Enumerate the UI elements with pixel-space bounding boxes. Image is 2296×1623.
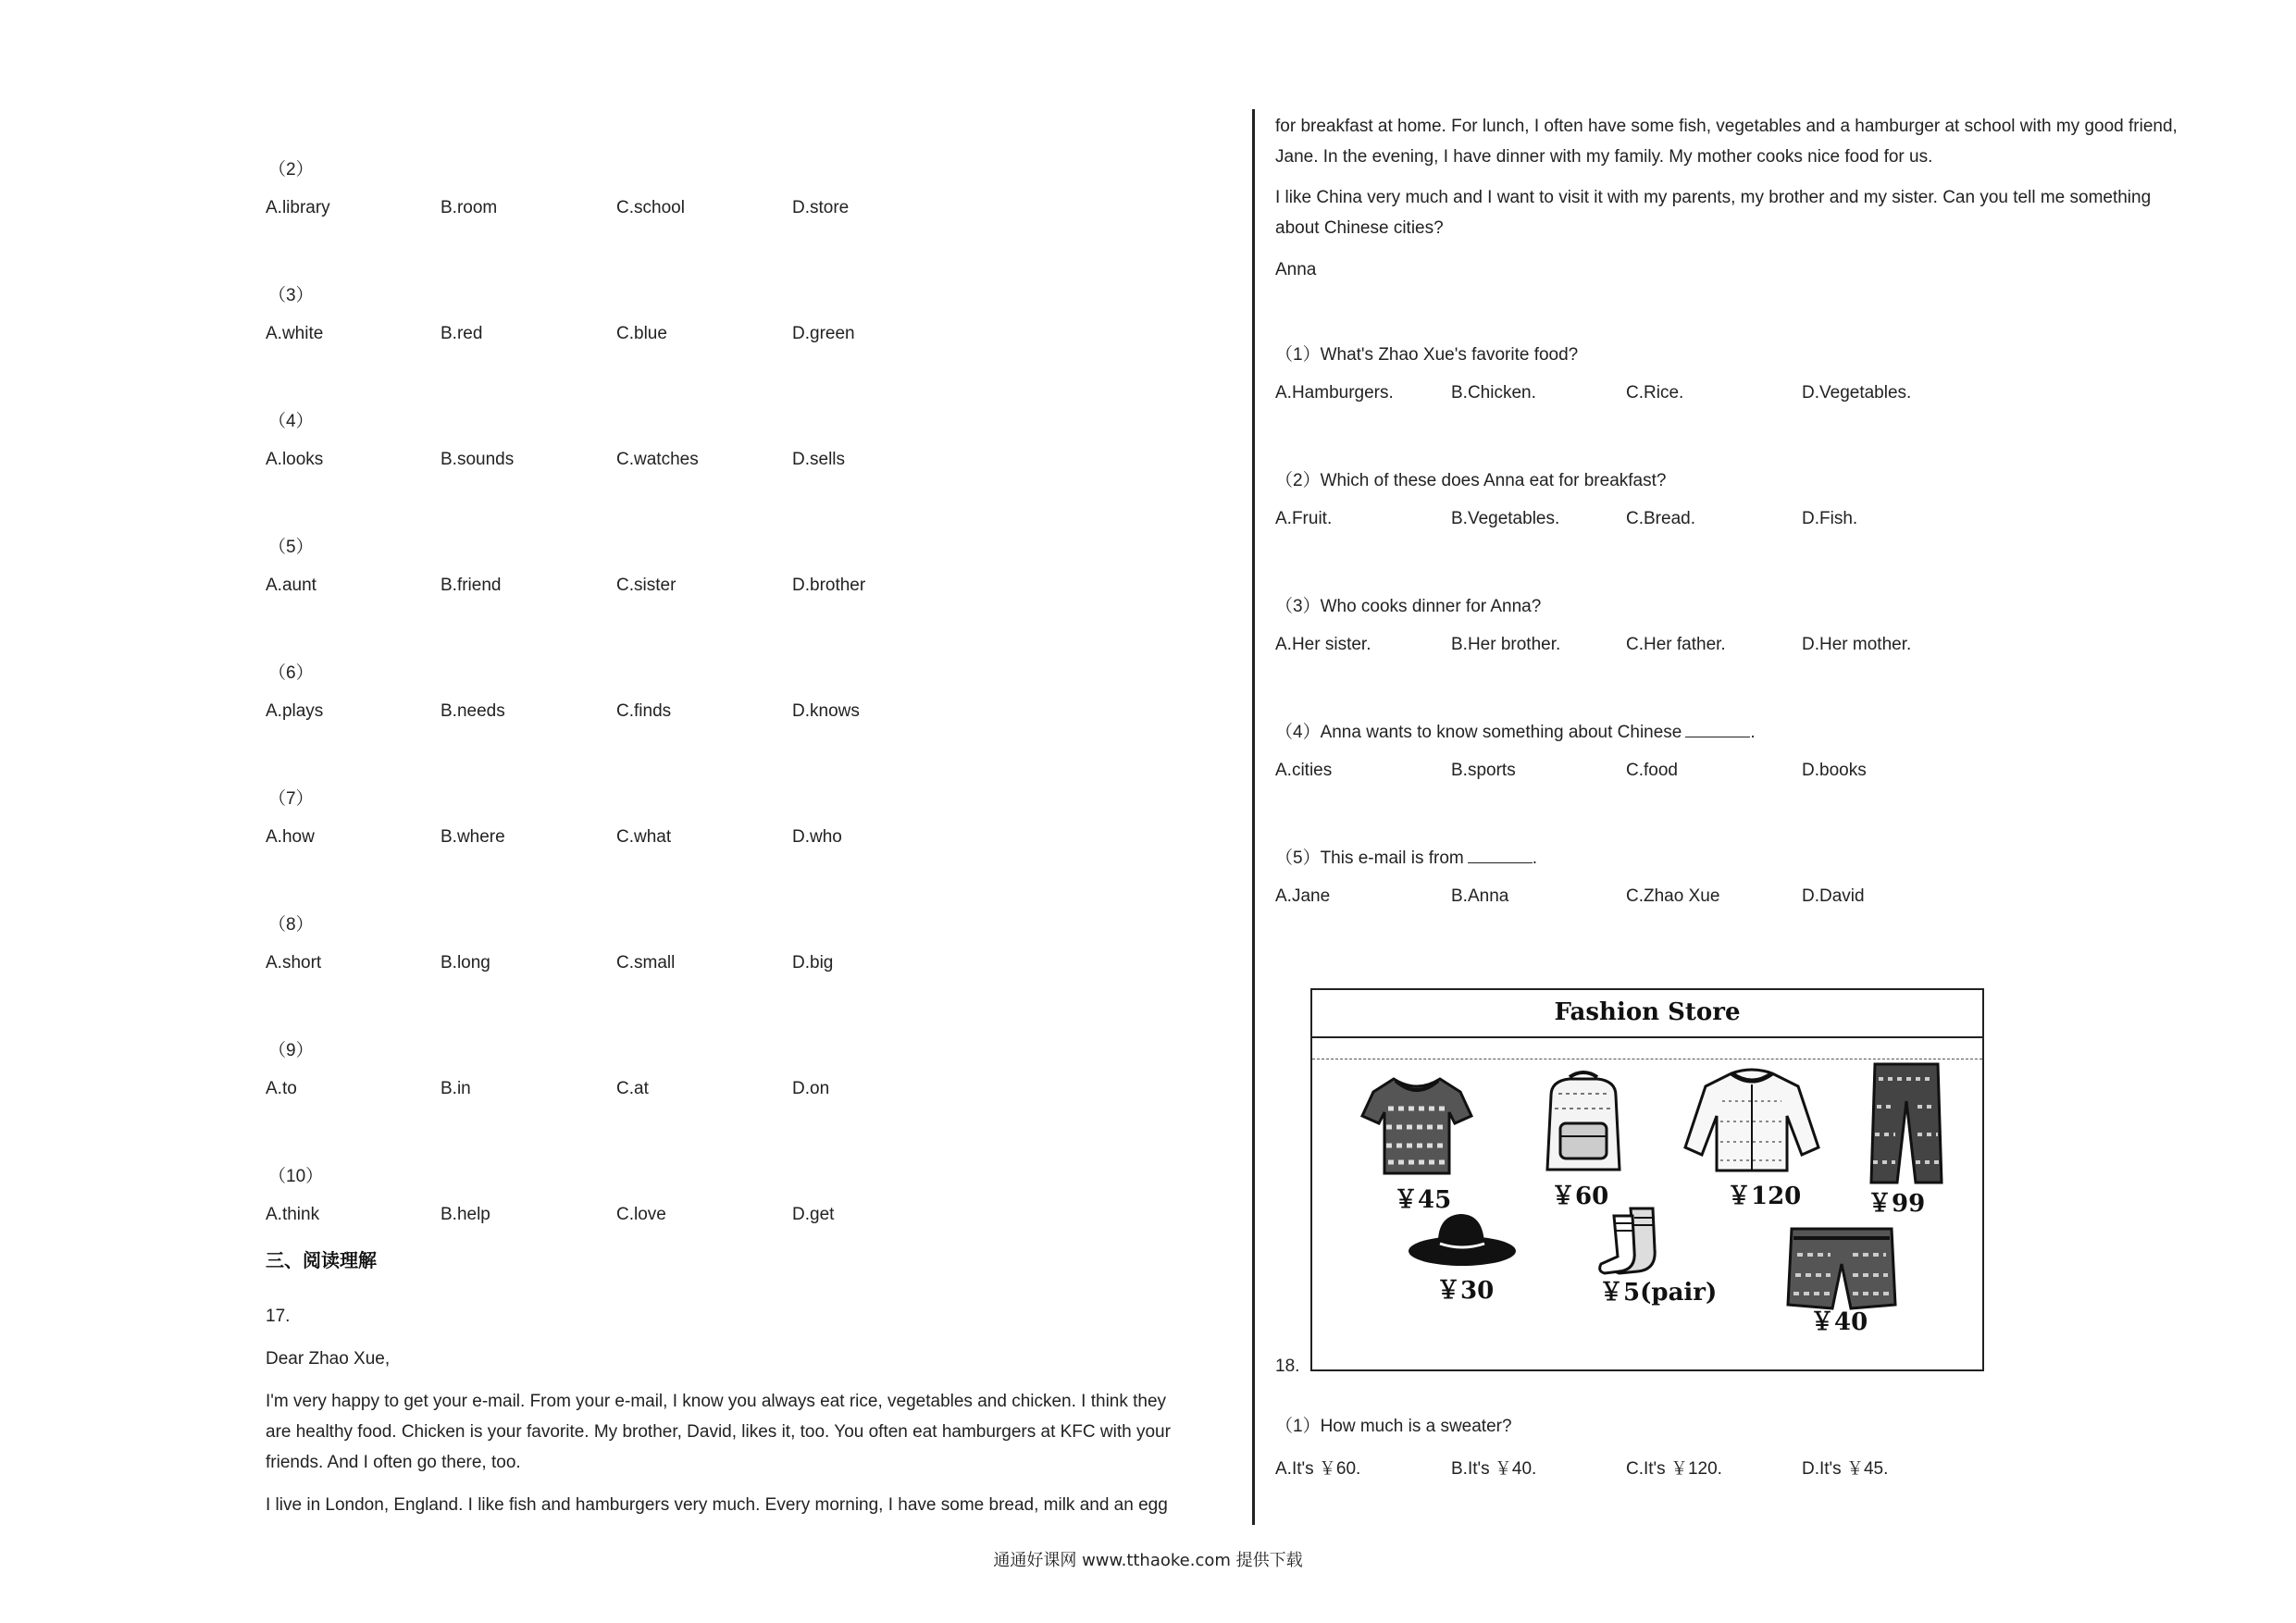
option-a: A.looks: [266, 450, 324, 469]
option-b: B.long: [441, 953, 490, 973]
option-d: D.store: [792, 198, 850, 217]
question-number: （7）: [268, 789, 314, 809]
option-d: D.brother: [792, 576, 866, 595]
passage-line: for breakfast at home. For lunch, I often have some fish, vegetables and a hamburger at school with my good friend,: [1275, 117, 2178, 136]
option-c: C.blue: [616, 324, 667, 343]
option-c: C.love: [616, 1205, 666, 1224]
answer-blank: [1468, 862, 1533, 863]
option-d: D.green: [792, 324, 855, 343]
option-d: D.Her mother.: [1802, 635, 1912, 654]
option-c: C.Zhao Xue: [1626, 886, 1720, 906]
option-c: C.It's ￥120.: [1626, 1459, 1722, 1479]
option-b: B.Anna: [1451, 886, 1509, 906]
socks-icon: [1597, 1205, 1666, 1279]
option-a: A.white: [266, 324, 324, 343]
shorts-icon: [1784, 1223, 1899, 1312]
question-number: （4）: [268, 412, 314, 431]
option-c: C.what: [616, 827, 672, 847]
sweater-icon: [1678, 1064, 1826, 1180]
option-a: A.Her sister.: [1275, 635, 1371, 654]
t-shirt-icon: [1357, 1072, 1477, 1183]
option-a: A.plays: [266, 701, 324, 721]
option-d: D.big: [792, 953, 834, 973]
question-stem: （3）Who cooks dinner for Anna?: [1275, 597, 1542, 616]
price-label: ￥30: [1436, 1277, 1495, 1305]
option-d: D.Fish.: [1802, 509, 1858, 528]
option-d: D.Vegetables.: [1802, 383, 1912, 403]
option-c: C.at: [616, 1079, 649, 1098]
question-number: （9）: [268, 1041, 314, 1060]
option-d: D.David: [1802, 886, 1865, 906]
option-c: C.small: [616, 953, 676, 973]
stem-suffix: .: [1750, 723, 1756, 742]
option-a: A.short: [266, 953, 322, 973]
question-stem: （2）Which of these does Anna eat for breakfast?: [1275, 471, 1667, 490]
question-stem: [1275, 718, 1756, 743]
price-label: ￥60: [1551, 1183, 1609, 1210]
question-number-18: 18.: [1275, 1357, 1300, 1376]
option-c: C.food: [1626, 761, 1678, 780]
option-b: B.help: [441, 1205, 490, 1224]
option-d: D.sells: [792, 450, 846, 469]
price-label: ￥5(pair): [1599, 1279, 1718, 1307]
passage-line: about Chinese cities?: [1275, 218, 1444, 238]
option-b: B.needs: [441, 701, 505, 721]
passage-line: Jane. In the evening, I have dinner with my family. My mother cooks nice food for us.: [1275, 147, 1933, 167]
question-stem: （1）How much is a sweater?: [1275, 1417, 1512, 1436]
store-title: Fashion Store: [1554, 998, 1741, 1026]
option-a: A.Fruit.: [1275, 509, 1333, 528]
option-c: C.sister: [616, 576, 676, 595]
option-b: B.sports: [1451, 761, 1516, 780]
option-b: B.red: [441, 324, 483, 343]
option-a: A.aunt: [266, 576, 316, 595]
option-c: C.Her father.: [1626, 635, 1726, 654]
option-b: B.It's ￥40.: [1451, 1459, 1537, 1479]
question-number: （2）: [268, 160, 314, 180]
letter-signature: Anna: [1275, 260, 1317, 279]
option-c: C.school: [616, 198, 685, 217]
letter-greeting: Dear Zhao Xue,: [266, 1349, 391, 1369]
column-divider: [1252, 109, 1255, 1525]
question-number: （3）: [268, 286, 314, 305]
option-a: A.cities: [1275, 761, 1333, 780]
question-number: （8）: [268, 915, 314, 935]
question-number-17: 17.: [266, 1307, 291, 1326]
option-b: B.Her brother.: [1451, 635, 1561, 654]
passage-line: I'm very happy to get your e-mail. From your e-mail, I know you always eat rice, vegetables and chicken. I think they: [266, 1392, 1167, 1411]
price-label: ￥45: [1394, 1186, 1452, 1214]
option-a: A.how: [266, 827, 315, 847]
option-d: D.It's ￥45.: [1802, 1459, 1889, 1479]
option-d: D.get: [792, 1205, 835, 1224]
backpack-icon: [1533, 1068, 1634, 1179]
question-number: （10）: [268, 1167, 324, 1186]
fashion-store-picture: [1310, 988, 1984, 1371]
question-stem: [1275, 844, 1537, 869]
price-label: ￥99: [1868, 1190, 1926, 1218]
option-b: B.sounds: [441, 450, 515, 469]
option-a: A.library: [266, 198, 330, 217]
passage-line: I like China very much and I want to visit it with my parents, my brother and my sister. Can you tell me something: [1275, 188, 2152, 207]
stem-suffix: .: [1532, 849, 1538, 868]
option-a: A.It's ￥60.: [1275, 1459, 1361, 1479]
question-stem-text: （4）Anna wants to know something about Chinese: [1275, 723, 1682, 742]
question-stem: （1）What's Zhao Xue's favorite food?: [1275, 345, 1579, 365]
option-a: A.Jane: [1275, 886, 1331, 906]
passage-line: I live in London, England. I like fish and hamburgers very much. Every morning, I have some bread, milk and an egg: [266, 1495, 1168, 1515]
option-d: D.knows: [792, 701, 860, 721]
option-d: D.who: [792, 827, 842, 847]
option-b: B.friend: [441, 576, 502, 595]
trousers-icon: [1868, 1060, 1945, 1186]
option-a: A.to: [266, 1079, 297, 1098]
store-title-bar: [1312, 990, 1982, 1038]
option-c: C.watches: [616, 450, 699, 469]
option-d: D.books: [1802, 761, 1867, 780]
question-number: （6）: [268, 663, 314, 683]
hat-icon: [1405, 1207, 1520, 1273]
option-a: A.think: [266, 1205, 320, 1224]
option-c: C.Rice.: [1626, 383, 1684, 403]
price-label: ￥120: [1727, 1183, 1802, 1210]
question-number: （5）: [268, 538, 314, 557]
option-b: B.Vegetables.: [1451, 509, 1560, 528]
option-c: C.finds: [616, 701, 672, 721]
page-footer: 通通好课网 www.tthaoke.com 提供下载: [993, 1551, 1303, 1570]
option-d: D.on: [792, 1079, 830, 1098]
section-title: 三、阅读理解: [266, 1249, 377, 1271]
option-a: A.Hamburgers.: [1275, 383, 1394, 403]
price-label: ￥40: [1810, 1308, 1868, 1336]
option-c: C.Bread.: [1626, 509, 1695, 528]
option-b: B.where: [441, 827, 505, 847]
option-b: B.in: [441, 1079, 471, 1098]
passage-line: friends. And I often go there, too.: [266, 1453, 521, 1472]
option-b: B.room: [441, 198, 498, 217]
option-b: B.Chicken.: [1451, 383, 1536, 403]
question-stem-text: （5）This e-mail is from: [1275, 849, 1464, 868]
passage-line: are healthy food. Chicken is your favorite. My brother, David, likes it, too. You often eat hamburgers at KFC with your: [266, 1422, 1171, 1442]
